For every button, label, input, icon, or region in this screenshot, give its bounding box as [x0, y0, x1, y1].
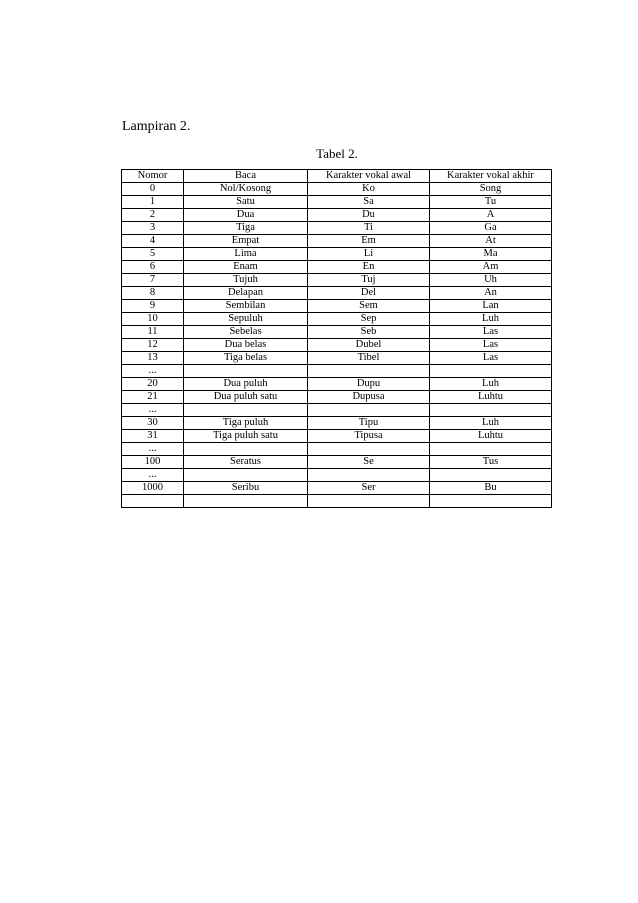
cell-nomor: 5: [122, 248, 184, 261]
cell-vokal-awal: Li: [308, 248, 430, 261]
table-row: [122, 430, 552, 443]
cell-vokal-akhir: A: [430, 209, 552, 222]
table-row: [122, 391, 552, 404]
cell-nomor: 2: [122, 209, 184, 222]
cell-vokal-akhir: Luh: [430, 313, 552, 326]
cell-baca: Tiga puluh: [184, 417, 308, 430]
cell-vokal-akhir: Lan: [430, 300, 552, 313]
cell-nomor: 10: [122, 313, 184, 326]
cell-vokal-awal: [308, 404, 430, 417]
cell-baca: Tiga puluh satu: [184, 430, 308, 443]
cell-baca: [184, 365, 308, 378]
cell-vokal-awal: Sa: [308, 196, 430, 209]
table-row: [122, 287, 552, 300]
cell-nomor: ...: [122, 404, 184, 417]
table-row: [122, 365, 552, 378]
cell-nomor: 4: [122, 235, 184, 248]
cell-nomor: 11: [122, 326, 184, 339]
cell-vokal-awal: Dupu: [308, 378, 430, 391]
cell-vokal-akhir: An: [430, 287, 552, 300]
table-header-row: [122, 170, 552, 183]
cell-vokal-awal: Ser: [308, 482, 430, 495]
cell-baca: Delapan: [184, 287, 308, 300]
table-body: [122, 183, 552, 508]
cell-vokal-awal: Del: [308, 287, 430, 300]
cell-vokal-awal: Dupusa: [308, 391, 430, 404]
table-row: [122, 261, 552, 274]
table-row: [122, 456, 552, 469]
cell-vokal-awal: Dubel: [308, 339, 430, 352]
cell-baca: Dua puluh: [184, 378, 308, 391]
table-row: [122, 209, 552, 222]
cell-nomor: 6: [122, 261, 184, 274]
cell-baca: Tiga: [184, 222, 308, 235]
cell-nomor: 13: [122, 352, 184, 365]
cell-baca: Seratus: [184, 456, 308, 469]
cell-vokal-awal: Seb: [308, 326, 430, 339]
cell-vokal-akhir: Ga: [430, 222, 552, 235]
cell-baca: Dua belas: [184, 339, 308, 352]
cell-nomor: 0: [122, 183, 184, 196]
table-row: [122, 443, 552, 456]
cell-vokal-awal: Ti: [308, 222, 430, 235]
header-baca: Baca: [184, 170, 308, 183]
cell-baca: Tiga belas: [184, 352, 308, 365]
cell-vokal-awal: Sem: [308, 300, 430, 313]
cell-nomor: 31: [122, 430, 184, 443]
cell-baca: Satu: [184, 196, 308, 209]
table-row: [122, 339, 552, 352]
cell-vokal-awal: Tipu: [308, 417, 430, 430]
cell-vokal-akhir: At: [430, 235, 552, 248]
cell-nomor: ...: [122, 365, 184, 378]
cell-baca: Sepuluh: [184, 313, 308, 326]
cell-baca: Seribu: [184, 482, 308, 495]
appendix-heading: Lampiran 2.: [122, 119, 191, 134]
cell-nomor: 20: [122, 378, 184, 391]
cell-vokal-akhir: Las: [430, 326, 552, 339]
cell-vokal-awal: [308, 443, 430, 456]
cell-vokal-awal: Em: [308, 235, 430, 248]
cell-vokal-awal: [308, 365, 430, 378]
cell-vokal-akhir: [430, 443, 552, 456]
cell-vokal-akhir: Las: [430, 352, 552, 365]
cell-baca: Enam: [184, 261, 308, 274]
cell-vokal-akhir: Luhtu: [430, 391, 552, 404]
table-row: [122, 183, 552, 196]
cell-nomor: 9: [122, 300, 184, 313]
table-row: [122, 248, 552, 261]
cell-nomor: 1: [122, 196, 184, 209]
cell-baca: Sembilan: [184, 300, 308, 313]
cell-nomor: 100: [122, 456, 184, 469]
cell-vokal-awal: Tipusa: [308, 430, 430, 443]
cell-nomor: ...: [122, 443, 184, 456]
table-row: [122, 222, 552, 235]
table-row: [122, 326, 552, 339]
table-row: [122, 274, 552, 287]
cell-vokal-awal: Se: [308, 456, 430, 469]
cell-nomor: 7: [122, 274, 184, 287]
cell-nomor: [122, 495, 184, 508]
cell-vokal-akhir: Luhtu: [430, 430, 552, 443]
cell-nomor: 1000: [122, 482, 184, 495]
table-row: [122, 482, 552, 495]
cell-baca: [184, 469, 308, 482]
table-row: [122, 313, 552, 326]
cell-vokal-awal: Sep: [308, 313, 430, 326]
cell-vokal-akhir: Luh: [430, 417, 552, 430]
cell-vokal-akhir: Luh: [430, 378, 552, 391]
cell-nomor: 8: [122, 287, 184, 300]
cell-vokal-akhir: Tu: [430, 196, 552, 209]
cell-baca: Dua puluh satu: [184, 391, 308, 404]
cell-nomor: 30: [122, 417, 184, 430]
cell-vokal-awal: Du: [308, 209, 430, 222]
cell-vokal-akhir: Bu: [430, 482, 552, 495]
cell-baca: Sebelas: [184, 326, 308, 339]
cell-vokal-akhir: Las: [430, 339, 552, 352]
cell-vokal-akhir: Uh: [430, 274, 552, 287]
cell-nomor: 3: [122, 222, 184, 235]
cell-baca: [184, 404, 308, 417]
cell-vokal-akhir: [430, 365, 552, 378]
cell-vokal-awal: Tibel: [308, 352, 430, 365]
cell-vokal-akhir: Tus: [430, 456, 552, 469]
number-table: [121, 169, 552, 508]
header-karakter-vokal-awal: Karakter vokal awal: [308, 170, 430, 183]
table-row: [122, 352, 552, 365]
cell-vokal-awal: Tuj: [308, 274, 430, 287]
cell-baca: Tujuh: [184, 274, 308, 287]
cell-vokal-akhir: [430, 404, 552, 417]
cell-nomor: ...: [122, 469, 184, 482]
table-row: [122, 469, 552, 482]
cell-baca: Nol/Kosong: [184, 183, 308, 196]
cell-vokal-akhir: Am: [430, 261, 552, 274]
table-row: [122, 417, 552, 430]
table-row: [122, 235, 552, 248]
cell-vokal-awal: [308, 469, 430, 482]
cell-vokal-akhir: Song: [430, 183, 552, 196]
table-caption: Tabel 2.: [316, 146, 358, 161]
cell-baca: [184, 495, 308, 508]
cell-baca: Empat: [184, 235, 308, 248]
cell-baca: Dua: [184, 209, 308, 222]
table-row: [122, 300, 552, 313]
table-row: [122, 378, 552, 391]
table-row: [122, 196, 552, 209]
cell-vokal-akhir: [430, 495, 552, 508]
cell-vokal-awal: Ko: [308, 183, 430, 196]
table-row: [122, 404, 552, 417]
header-karakter-vokal-akhir: Karakter vokal akhir: [430, 170, 552, 183]
cell-vokal-awal: En: [308, 261, 430, 274]
cell-baca: Lima: [184, 248, 308, 261]
table-row: [122, 495, 552, 508]
header-nomor: Nomor: [122, 170, 184, 183]
cell-vokal-akhir: Ma: [430, 248, 552, 261]
cell-vokal-akhir: [430, 469, 552, 482]
cell-nomor: 12: [122, 339, 184, 352]
cell-nomor: 21: [122, 391, 184, 404]
cell-vokal-awal: [308, 495, 430, 508]
cell-baca: [184, 443, 308, 456]
